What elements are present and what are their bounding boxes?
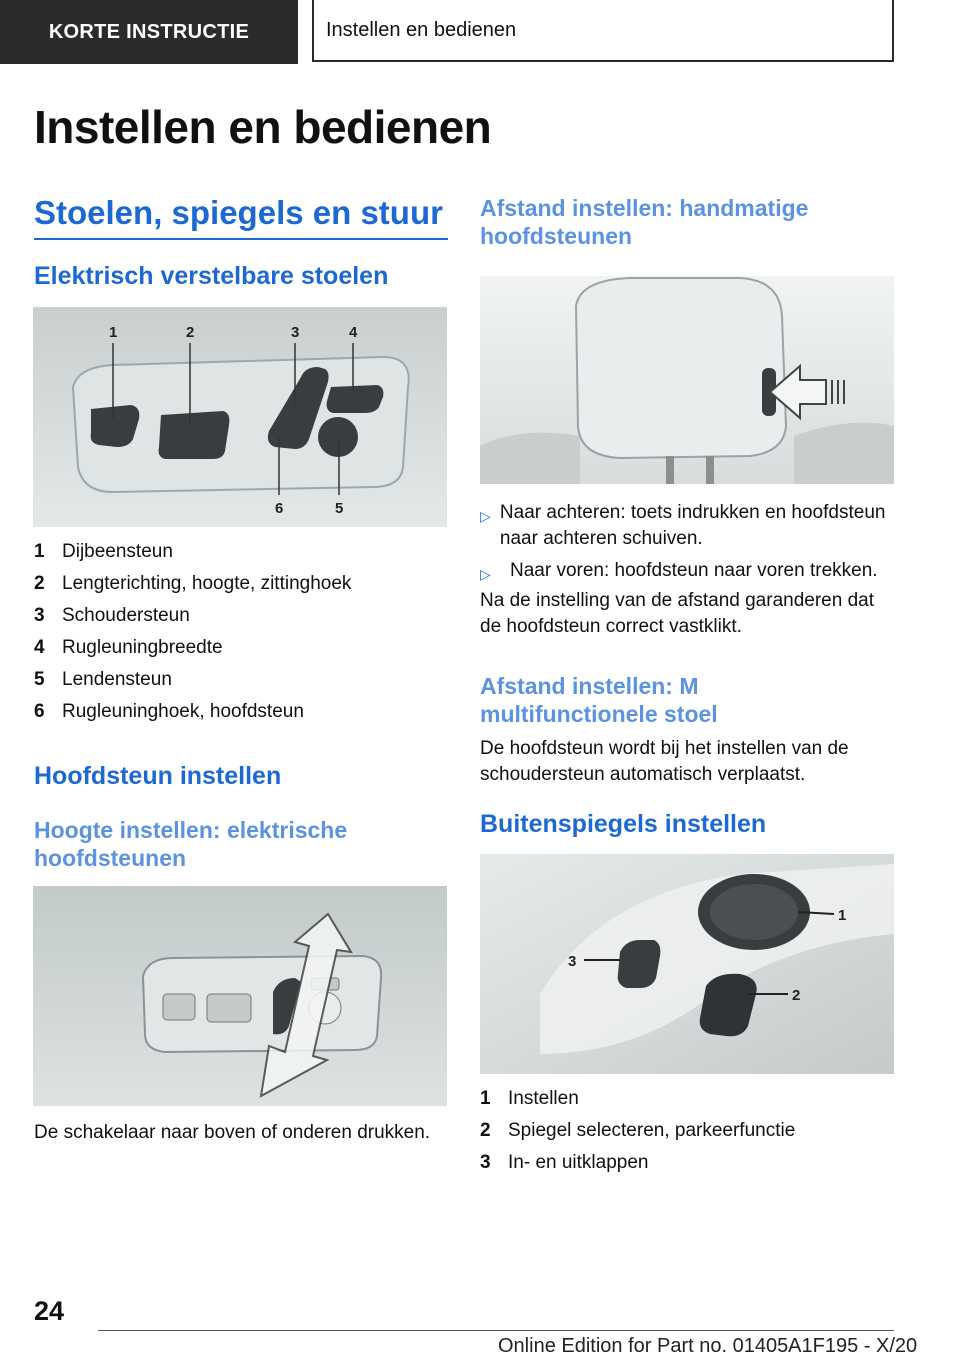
m-seat-text: De hoofdsteun wordt bij het instellen van de schoudersteun automatisch verplaatst.	[480, 738, 849, 785]
left-column	[34, 194, 448, 240]
list-item: 3 Schoudersteun	[34, 605, 190, 626]
mirrors-heading: Buitenspiegels instellen	[480, 810, 767, 838]
page-title: Instellen en bedienen	[34, 101, 492, 153]
headrest-caption: De schakelaar naar boven of onderen drukken.	[34, 1122, 431, 1143]
list-item: 6 Rugleuninghoek, hoofdsteun	[34, 701, 304, 722]
manual-headrest-figure	[480, 276, 894, 484]
callout-3: 3	[291, 324, 300, 341]
list-item: 1 Dijbeensteun	[34, 541, 173, 562]
list-item: 4 Rugleuningbreedte	[34, 637, 223, 658]
mirror-controls-figure	[480, 854, 894, 1074]
chapter-tab: Instellen en bedienen	[312, 0, 894, 62]
seat-legend-list	[34, 536, 448, 728]
manual-note: Na de instelling van de afstand garanderen dat de hoofdsteun correct vastklikt.	[480, 590, 874, 637]
headrest-switch-illustration	[33, 886, 447, 1106]
mirror-legend-list	[480, 1083, 894, 1179]
page-number: 24	[34, 1296, 65, 1326]
list-item: ▷ Naar voren: hoofdsteun naar voren trekken.	[480, 558, 894, 587]
footer-edition: Online Edition for Part no. 01405A1F195 - X/20	[498, 1335, 918, 1357]
callout-6: 6	[275, 500, 284, 517]
headrest-heading: Hoofdsteun instellen	[34, 762, 282, 790]
footer-divider	[98, 1330, 894, 1331]
seat-controls-figure	[33, 307, 447, 527]
electric-seats-heading: Elektrisch verstelbare stoelen	[34, 262, 389, 290]
bullet-arrow-icon: ▷	[480, 508, 491, 524]
headrest-switch-figure	[33, 886, 447, 1106]
callout-1: 1	[838, 907, 847, 924]
headrest-height-subheading: Hoogte instellen: elektrische hoofdsteunen	[34, 817, 348, 871]
section-divider	[34, 238, 448, 240]
section-tab: KORTE INSTRUCTIE	[0, 0, 298, 64]
manual-headrest-illustration	[480, 276, 894, 484]
mirror-controls-illustration	[480, 854, 894, 1074]
list-item: 2 Spiegel selecteren, parkeerfunctie	[480, 1120, 796, 1141]
manual-bullets	[480, 500, 894, 587]
callout-4: 4	[349, 324, 358, 341]
section-heading: Stoelen, spiegels en stuur	[34, 194, 443, 231]
seat-controls-illustration	[33, 307, 447, 527]
m-seat-heading: Afstand instellen: M multifunctionele stoel	[480, 673, 718, 727]
bullet-arrow-icon: ▷	[480, 566, 491, 582]
callout-3: 3	[568, 953, 577, 970]
list-item: 2 Lengterichting, hoogte, zittinghoek	[34, 573, 352, 594]
callout-2: 2	[186, 324, 195, 341]
manual-headrest-heading: Afstand instellen: handmatige hoofdsteunen	[480, 195, 809, 249]
list-item: 5 Lendensteun	[34, 669, 172, 690]
callout-2: 2	[792, 987, 801, 1004]
list-item: 1 Instellen	[480, 1088, 579, 1109]
callout-1: 1	[109, 324, 118, 341]
callout-5: 5	[335, 500, 344, 517]
list-item: ▷ Naar achteren: toets indrukken en hoofdsteun naar achteren schuiven.	[480, 500, 894, 552]
list-item: 3 In- en uitklappen	[480, 1152, 649, 1173]
